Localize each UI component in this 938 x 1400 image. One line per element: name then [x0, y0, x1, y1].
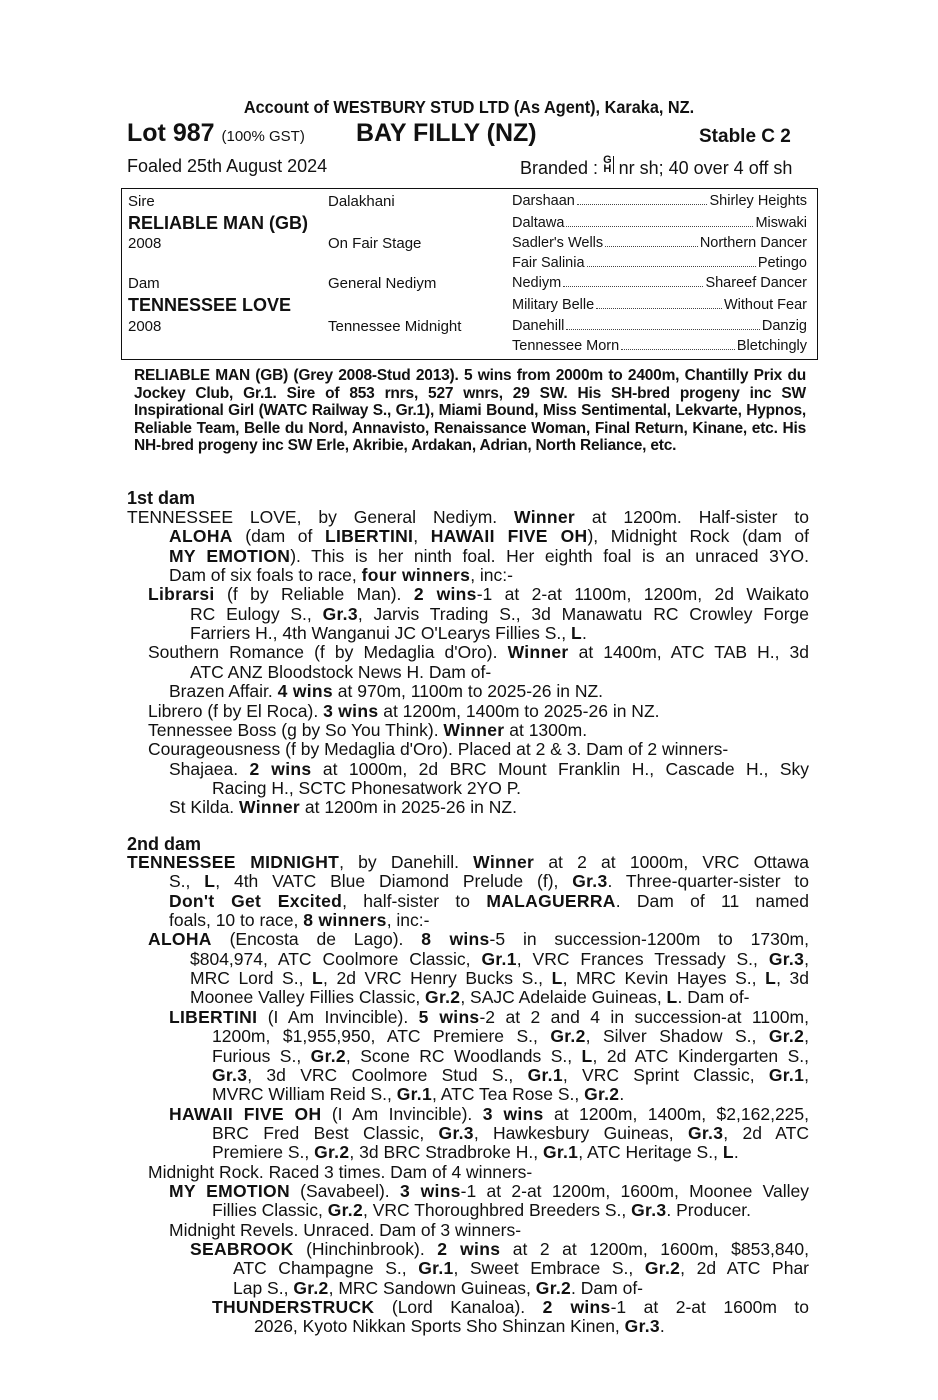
gen3-row: [512, 338, 807, 354]
gen3-right: Shirley Heights: [709, 193, 807, 209]
gen3-left: Daltawa: [512, 215, 565, 231]
text-line: ALOHA (Encosta de Lago). 8 wins-5 in succession-1200m to 1730m,: [148, 929, 809, 950]
gen3-left: Danehill: [512, 318, 565, 334]
text-line: MRC Lord S., L, 2d VRC Henry Bucks S., L, MRC Kevin Hayes S., L, 3d: [190, 968, 809, 989]
gen3-right: Petingo: [757, 255, 807, 271]
gen3-row: [512, 215, 807, 231]
text-line: Dam of six foals to race, four winners, inc:-: [169, 565, 513, 586]
text-line: Gr.3, 3d VRC Coolmore Stud S., Gr.1, VRC Sprint Classic, Gr.1,: [212, 1064, 809, 1085]
dam-sire: General Nediym: [328, 275, 437, 292]
dam-dam: Tennessee Midnight: [328, 318, 462, 335]
text-line: Don't Get Excited, half-sister to MALAGUERRA. Dam of 11 named: [169, 890, 809, 911]
text-line: Midnight Rock. Raced 3 times. Dam of 4 winners-: [148, 1161, 533, 1182]
text-line: Premiere S., Gr.2, 3d BRC Stradbroke H., Gr.1, ATC Heritage S., L.: [212, 1142, 739, 1163]
brand-top: G: [603, 154, 612, 166]
text-line: Courageousness (f by Medaglia d'Oro). Placed at 2 & 3. Dam of 2 winners-: [148, 739, 729, 760]
gen3-row: [512, 255, 807, 271]
gen3-right: Without Fear: [724, 297, 807, 313]
text-line: BRC Fred Best Classic, Gr.3, Hawkesbury Guineas, Gr.3, 2d ATC: [212, 1122, 809, 1143]
text-line: foals, 10 to race, 8 winners, inc:-: [169, 910, 430, 931]
text-line: Librero (f by El Roca). 3 wins at 1200m, 1400m to 2025-26 in NZ.: [148, 700, 660, 721]
gen3-right: Bletchingly: [736, 338, 807, 354]
sire-label: Sire: [128, 193, 155, 210]
gen3-right: Miswaki: [755, 215, 807, 231]
horse-title: BAY FILLY (NZ): [356, 119, 537, 147]
text-line: LIBERTINI (I Am Invincible). 5 wins-2 at 2 and 4 in succession-at 1100m,: [169, 1006, 809, 1027]
second-dam-heading: 2nd dam: [127, 834, 202, 854]
sire-dam: On Fair Stage: [328, 235, 422, 252]
foaled-date: Foaled 25th August 2024: [127, 156, 328, 176]
sire-year: 2008: [128, 235, 162, 252]
gen3-left: Tennessee Morn: [512, 338, 620, 354]
text-line: TENNESSEE MIDNIGHT, by Danehill. Winner at 2 at 1000m, VRC Ottawa: [127, 852, 810, 872]
text-line: MVRC William Reid S., Gr.1, ATC Tea Rose S., Gr.2.: [212, 1084, 625, 1105]
text-line: Farriers H., 4th Wanganui JC O'Learys Fillies S., L.: [190, 623, 587, 644]
text-line: TENNESSEE LOVE, by General Nediym. Winner at 1200m. Half-sister to: [127, 507, 809, 527]
text-line: HAWAII FIVE OH (I Am Invincible). 3 wins at 1200m, 1400m, $2,162,225,: [169, 1103, 810, 1124]
brand-info: [520, 156, 792, 179]
dam-name: TENNESSEE LOVE: [128, 295, 292, 315]
text-line: Lap S., Gr.2, MRC Sandown Guineas, Gr.2. Dam of-: [233, 1277, 644, 1298]
branded-prefix: Branded :: [520, 158, 604, 178]
gen3-row: [512, 318, 807, 334]
gen3-left: Military Belle: [512, 297, 595, 313]
gen3-left: Sadler's Wells: [512, 235, 604, 251]
text-line: Furious S., Gr.2, Scone RC Woodlands S., L, 2d ATC Kindergarten S.,: [212, 1045, 809, 1066]
text-line: 2026, Kyoto Nikkan Sports Sho Shinzan Kinen, Gr.3.: [254, 1316, 665, 1337]
text-line: Brazen Affair. 4 wins at 970m, 1100m to 2025-26 in NZ.: [169, 681, 604, 702]
text-line: 1200m, $1,955,950, ATC Premiere S., Gr.2, Silver Shadow S., Gr.2,: [212, 1026, 809, 1047]
sire-sire: Dalakhani: [328, 193, 395, 210]
text-line: MY EMOTION (Savabeel). 3 wins-1 at 2-at 1200m, 1600m, Moonee Valley: [169, 1180, 810, 1201]
text-line: MY EMOTION). This is her ninth foal. Her eighth foal is an unraced 3YO.: [169, 545, 809, 566]
text-line: ATC Champagne S., Gr.1, Sweet Embrace S., Gr.2, 2d ATC Phar: [233, 1258, 810, 1279]
gen3-row: [512, 297, 807, 313]
text-line: St Kilda. Winner at 1200m in 2025-26 in NZ.: [169, 797, 517, 818]
text-line: Racing H., SCTC Phonesatwork 2YO P.: [212, 777, 521, 798]
pedigree-table: [121, 188, 818, 360]
gen3-row: [512, 275, 807, 291]
text-line: Shajaea. 2 wins at 1000m, 2d BRC Mount Franklin H., Cascade H., Sky: [169, 758, 810, 779]
branded-suffix: nr sh; 40 over 4 off sh: [613, 158, 793, 178]
brand-mark-icon: [603, 156, 614, 174]
text-line: S., L, 4th VATC Blue Diamond Prelude (f), Gr.3. Three-quarter-sister to: [169, 871, 809, 892]
text-line: $804,974, ATC Coolmore Classic, Gr.1, VRC Frances Tressady S., Gr.3,: [190, 948, 809, 969]
gen3-left: Fair Salinia: [512, 255, 585, 271]
dam-label: Dam: [128, 275, 160, 292]
dam-year: 2008: [128, 318, 162, 335]
text-line: Southern Romance (f by Medaglia d'Oro). Winner at 1400m, ATC TAB H., 3d: [148, 642, 809, 663]
stable-label: Stable C 2: [699, 126, 791, 147]
text-line: SEABROOK (Hinchinbrook). 2 wins at 2 at 1200m, 1600m, $853,840,: [190, 1239, 809, 1259]
text-line: Moonee Valley Fillies Classic, Gr.2, SAJC Adelaide Guineas, L. Dam of-: [190, 987, 750, 1008]
gen3-left: Nediym: [512, 275, 562, 291]
sire-name: RELIABLE MAN (GB): [128, 213, 308, 233]
brand-bottom: H: [603, 163, 612, 175]
text-line: ALOHA (dam of LIBERTINI, HAWAII FIVE OH), Midnight Rock (dam of: [169, 526, 810, 547]
text-line: Librarsi (f by Reliable Man). 2 wins-1 at 2-at 1100m, 1200m, 2d Waikato: [148, 584, 809, 605]
sire-summary: RELIABLE MAN (GB) (Grey 2008-Stud 2013). 5 wins from 2000m to 2400m, Chantilly Prix du Jockey Club, Gr.1. Sire of 853 rnrs, 527 wnrs, 29 SW. His SH-bred progeny inc SW Inspirational Girl (WATC Railway S., Gr.1), Miami Bound, Miss Sentimental, Lekvarte, Hypnos, Reliable Team, Belle du Nord, Annavisto, Renaissance Woman, Final Return, Kinane, etc. His NH-bred progeny inc SW Erle, Akribie, Ardakan, Adrian, North Reliance, etc.: [134, 367, 806, 454]
lot-label: Lot 987: [127, 119, 215, 147]
text-line: ATC ANZ Bloodstock News H. Dam of-: [190, 661, 492, 682]
gst-note: (100% GST): [221, 128, 305, 145]
gen3-right: Shareef Dancer: [705, 275, 807, 291]
gen3-row: [512, 235, 807, 251]
text-line: Fillies Classic, Gr.2, VRC Thoroughbred Breeders S., Gr.3. Producer.: [212, 1200, 752, 1221]
gen3-row: [512, 193, 807, 209]
lot-number: [127, 119, 305, 148]
gen3-right: Danzig: [761, 318, 807, 334]
consignor-account: Account of WESTBURY STUD LTD (As Agent), Karaka, NZ.: [243, 97, 695, 117]
gen3-left: Darshaan: [512, 193, 575, 209]
text-line: Midnight Revels. Unraced. Dam of 3 winners-: [169, 1219, 522, 1240]
text-line: THUNDERSTRUCK (Lord Kanaloa). 2 wins-1 at 2-at 1600m to: [212, 1297, 809, 1318]
text-line: RC Eulogy S., Gr.3, Jarvis Trading S., 3d Manawatu RC Crowley Forge: [190, 603, 809, 624]
gen3-right: Northern Dancer: [699, 235, 807, 251]
first-dam-heading: 1st dam: [127, 488, 196, 508]
text-line: Tennessee Boss (g by So You Think). Winner at 1300m.: [148, 719, 588, 740]
